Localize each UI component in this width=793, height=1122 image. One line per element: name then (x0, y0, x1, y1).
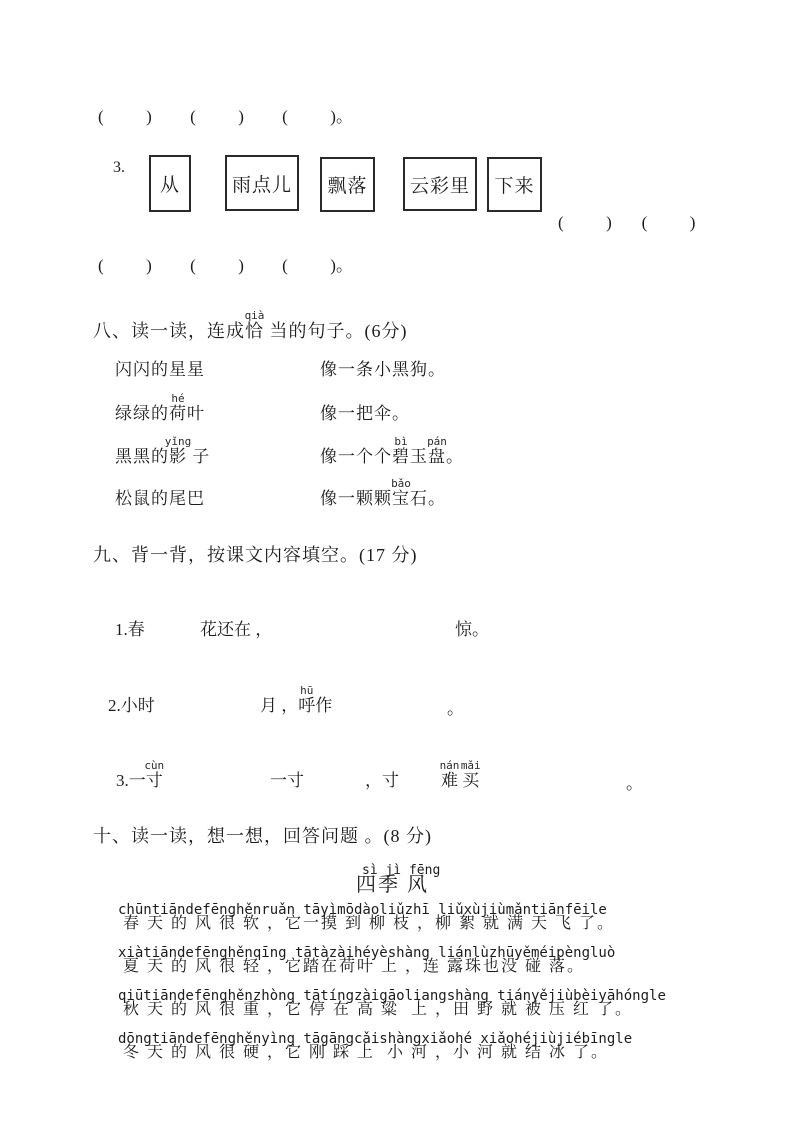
fill-item3-part4 (439, 759, 481, 790)
item3-number: 3. (113, 159, 125, 176)
match-left-3: 黑黑的 yǐng 影 子 (115, 435, 211, 466)
match-right-3: 像一个个 bì 碧玉 pán 盘。 (320, 435, 464, 466)
word-box-label: 下来 (494, 176, 535, 197)
fill-item3-part3: ，寸 (365, 771, 399, 790)
fill-item3-part2: 一寸 (270, 771, 304, 790)
word-box-label: 云彩里 (409, 175, 470, 197)
annotated-base-char: 恰 (245, 321, 264, 341)
pinyin-annotated-char (164, 435, 192, 466)
pinyin-annotation: nán (439, 759, 460, 772)
pinyin-annotated-char (391, 477, 411, 508)
fill-item1-part1: 1.春 (115, 620, 145, 639)
word-box-label: 飘落 (327, 176, 368, 197)
passage-title: 四季 风 (356, 874, 429, 896)
pinyin-annotated-char (439, 759, 460, 790)
pinyin-annotated-char (298, 684, 316, 715)
pinyin-annotation: hū (300, 684, 314, 697)
passage-line4-hanzi: 冬 天 的 风 很 硬 ，它 刚 踩 上 小 河 ，小 河 就 结 冰 了。 (123, 1044, 610, 1061)
pinyin-annotated-char (427, 435, 447, 466)
word-box-cong (149, 155, 191, 212)
word-box-yudianr (225, 155, 299, 211)
fill-item2-part1: 2.小时 (108, 696, 155, 715)
match-left-1: 闪闪的星星 (115, 360, 205, 379)
passage-line1-hanzi: 春 天 的 风 很 软 ，它一摸 到 柳 枝 ，柳 絮 就 满 天 飞 了。 (123, 915, 616, 932)
pinyin-annotation: yǐng (164, 435, 192, 448)
annotated-base-char: 影 (169, 447, 187, 466)
word-box-yuncaili (403, 157, 477, 211)
answer-blanks-after-boxes: ( ) ( ) (558, 213, 696, 232)
passage-line3-hanzi: 秋 天 的 风 很 重 ，它 停 在 高 粱 上 ，田 野 就 被 压 红 了。 (123, 1001, 634, 1018)
match-left-4: 松鼠的尾巴 (115, 489, 205, 508)
pinyin-annotation: mǎi (460, 759, 481, 772)
passage-line2-hanzi: 夏 天 的 风 很 轻 ，它踏在荷叶 上 ，连 露珠也没 碰 落。 (123, 958, 586, 975)
annotated-base-char: 盘 (428, 447, 446, 466)
annotated-base-char: 呼 (298, 696, 316, 715)
pinyin-annotation: bì (394, 435, 408, 448)
pinyin-annotated-char (244, 309, 265, 341)
match-right-1: 像一条小黑狗。 (320, 360, 446, 379)
fill-item1-part3: 惊。 (455, 620, 489, 639)
pinyin-annotation: pán (427, 435, 447, 448)
annotated-base-char: 荷 (169, 404, 187, 423)
word-box-label: 从 (159, 175, 180, 196)
section-10-header: 十、读一读，想一想，回答问题 。(8 分) (93, 826, 432, 846)
section-8-header: 八、读一读，连成 qià 恰 当的句子。(6分) (93, 309, 408, 341)
answer-blanks-row-top: ( ) ( ) ( )。 (98, 107, 353, 126)
fill-item1-part2: 花还在 ， (200, 620, 273, 639)
annotated-base-char: 碧 (392, 447, 410, 466)
passage-line1-pinyin: chūntiāndefēnghěnruǎn tāyìmōdàoliǔzhī liǔxùjiùmǎntiānfēile (118, 902, 607, 918)
fill-item3-part1: 3.一 cùn 寸 (116, 759, 165, 790)
annotated-base-char: 难 (441, 771, 458, 790)
word-box-label: 雨点儿 (231, 174, 292, 196)
answer-blanks-row-2: ( ) ( ) ( )。 (98, 256, 353, 275)
match-right-4: 像一颗颗 bǎo 宝石。 (320, 477, 446, 508)
pinyin-annotated-char (144, 759, 165, 790)
pinyin-annotation: bǎo (391, 477, 411, 490)
pinyin-annotated-char (460, 759, 481, 790)
section-9-header: 九、背一背，按课文内容填空。(17 分) (93, 545, 418, 565)
passage-line2-pinyin: xiàtiāndefēnghěnqīng tātàzàihéyèshàng liánlùzhūyěméipèngluò (118, 945, 616, 961)
match-right-2: 像一把伞。 (320, 404, 410, 423)
fill-item2-part3: 。 (447, 699, 464, 718)
pinyin-annotation: hé (171, 392, 185, 405)
pinyin-annotation: cùn (144, 759, 165, 772)
match-left-2: 绿绿的 hé 荷叶 (115, 392, 205, 423)
fill-item2-part2: 月 ， hū 呼作 (260, 684, 333, 715)
pinyin-annotated-char (392, 435, 410, 466)
annotated-base-char: 寸 (145, 771, 163, 790)
passage-line3-pinyin: qiūtiāndefēnghěnzhòng tātíngzàigāoliangshàng tiányějiùbèiyāhóngle (118, 988, 666, 1004)
passage-line4-pinyin: dōngtiāndefēnghěnyìng tāgāngcǎishàngxiǎohé xiǎohéjiùjiébīngle (118, 1031, 633, 1047)
passage-title-pinyin: sì jì fēng (362, 863, 441, 878)
pinyin-annotation: qià (244, 309, 265, 322)
word-box-xialai (487, 157, 542, 212)
annotated-base-char: 买 (462, 771, 480, 790)
word-box-piaoluo (320, 157, 375, 212)
annotated-base-char: 宝 (392, 489, 410, 508)
pinyin-annotated-char (169, 392, 187, 423)
fill-item3-part5: 。 (626, 774, 643, 793)
